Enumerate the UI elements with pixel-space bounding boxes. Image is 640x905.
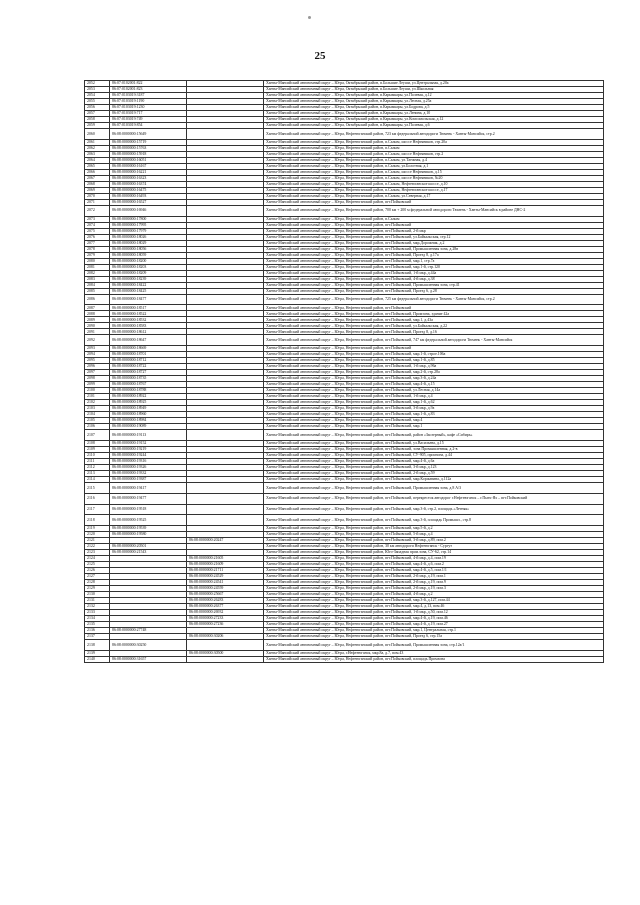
row-number: 2100 [85, 388, 110, 394]
cadastral-number-primary: 86:08:0000000:18669 [110, 346, 187, 352]
cadastral-number-secondary [187, 335, 264, 346]
row-number: 2108 [85, 440, 110, 446]
row-number: 2124 [85, 556, 110, 562]
cadastral-number-primary: 86:08:0000000:16475 [110, 187, 187, 193]
cadastral-number-primary: 86:08:0000000:18056 [110, 246, 187, 252]
row-number: 2060 [85, 129, 110, 140]
cadastral-number-primary: 86:08:0000000:19518 [110, 504, 187, 515]
address-cell: Ханты-Мансийский автономный округ – Югра, Нефтеюганский район, пгт.Пойковский, мкр.1-й, д.62 [264, 400, 604, 406]
table-row [85, 294, 604, 305]
address-cell: Ханты-Мансийский автономный округ – Югра, Октябрьский район, п.Карымкары, ул.Комсомольская, д.12 [264, 117, 604, 123]
cadastral-number-secondary: 86:08:0000000:21605 [187, 556, 264, 562]
cadastral-number-primary: 86:08:0000000:15763 [110, 145, 187, 151]
table-row [85, 493, 604, 504]
row-number: 2126 [85, 568, 110, 574]
cadastral-number-secondary: 86:08:0000000:30500 [187, 650, 264, 656]
row-number: 2117 [85, 504, 110, 515]
row-number: 2061 [85, 139, 110, 145]
row-number: 2125 [85, 562, 110, 568]
cadastral-number-primary: 86:08:0000000:16493 [110, 193, 187, 199]
cadastral-number-secondary: 86:08:0000000:20247 [187, 538, 264, 544]
cadastral-number-primary: 86:08:0000000:18422 [110, 282, 187, 288]
cadastral-number-primary: 86:08:0000000:19316 [110, 458, 187, 464]
address-cell: Ханты-Мансийский автономный округ – Югра, Октябрьский район, п.Карымкары, ул.Лесная, д.25а [264, 99, 604, 105]
address-cell: Ханты-Мансийский автономный округ – Югра, Нефтеюганский район, пгт.Пойковский, мкр.3-й, д.24а [264, 376, 604, 382]
row-number: 2063 [85, 151, 110, 157]
cadastral-number-secondary: 86:08:0000000:26932 [187, 610, 264, 616]
cadastral-number-primary: 86:08:0000000:18209 [110, 270, 187, 276]
table-row [85, 515, 604, 526]
address-cell: Ханты-Мансийский автономный округ – Югра, Нефтеюганский район, пгт.Пойковский, мкр.1-й, д.83 [264, 412, 604, 418]
cadastral-number-primary: 86:08:0000000:18522 [110, 311, 187, 317]
address-cell: Ханты-Мансийский автономный округ – Югра, Октябрьский район, п.Карымкары, ул.Полевая, д.12 [264, 93, 604, 99]
row-number: 2092 [85, 335, 110, 346]
cadastral-number-primary: 86:08:0000000:16527 [110, 199, 187, 205]
row-number: 2120 [85, 532, 110, 538]
cadastral-number-primary: 86:08:0000000:19539 [110, 526, 187, 532]
cadastral-number-primary: 86:08:0000000:16946 [110, 205, 187, 216]
address-cell: Ханты-Мансийский автономный округ – Югра, Нефтеюганский район, пгт.Пойковский, мкр.1 [264, 424, 604, 430]
cadastral-number-primary: 86:08:0000000:18949 [110, 406, 187, 412]
address-cell: Ханты-Мансийский автономный округ – Югра, Нефтеюганский район, пгт.Пойковский, мкр.1-й, д.85 [264, 358, 604, 364]
address-cell: Ханты-Мансийский автономный округ – Югра, Нефтеюганский район, пгт.Пойковский, Проезд 8, д.17а [264, 252, 604, 258]
address-cell: Ханты-Мансийский автономный округ – Югра, Нефтеюганский район, пгт.Пойковский, ул.Лесная, д.14а [264, 388, 604, 394]
address-cell: Ханты-Мансийский автономный округ – Югра, Октябрьский район, п.Карымкары, ул.Полевая, д.6 [264, 123, 604, 129]
row-number: 2129 [85, 586, 110, 592]
address-cell: Ханты-Мансийский автономный округ – Югра, Нефтеюганский район, пгт.Пойковский, мкр.1, д.43а [264, 317, 604, 323]
row-number: 2056 [85, 105, 110, 111]
address-cell: Ханты-Мансийский автономный округ – Югра, Нефтеюганский район, п.Салым, Нефтеюганское шоссе, д.17 [264, 187, 604, 193]
address-cell: Ханты-Мансийский автономный округ – Югра, Нефтеюганский район, п.Салым [264, 216, 604, 222]
cadastral-number-primary: 86:07:0103019:717 [110, 111, 187, 117]
cadastral-number-secondary: 86:08:0000000:21711 [187, 568, 264, 574]
address-cell: Ханты-Мансийский автономный округ – Югра, Нефтеюганский район, пгт.Пойковский, СУ-905, промзона, д.44 [264, 452, 604, 458]
address-cell: Ханты-Мансийский автономный округ – Югра, Нефтеюганский район, пгт.Пойковский, мкр.Коржавина, д.112а [264, 476, 604, 482]
cadastral-number-secondary: 86:08:0000000:26377 [187, 604, 264, 610]
row-number: 2079 [85, 252, 110, 258]
row-number: 2112 [85, 464, 110, 470]
table-row [85, 656, 604, 662]
row-number: 2059 [85, 123, 110, 129]
cadastral-number-primary: 86:08:0000000:18922 [110, 394, 187, 400]
cadastral-number-primary: 86:08:0000000:18767 [110, 382, 187, 388]
cadastral-number-primary: 86:08:0000000:16051 [110, 157, 187, 163]
cadastral-number-secondary [187, 504, 264, 515]
cadastral-number-primary: 86:07:0102001:823 [110, 87, 187, 93]
row-number: 2110 [85, 452, 110, 458]
address-cell: Ханты-Мансийский автономный округ – Югра, Нефтеюганский район, пгт.Пойковский, 2-й мкр, д.19, пом.9 [264, 580, 604, 586]
row-number: 2074 [85, 222, 110, 228]
row-number: 2078 [85, 246, 110, 252]
address-cell: Ханты-Мансийский автономный округ – Югра, Нефтеюганский район, пгт.Пойковский, 1-й мкр, д.96а [264, 364, 604, 370]
address-cell: Ханты-Мансийский автономный округ – Югра, Нефтеюганский район, пгт.Пойковский, зона Промышленная, д.2-в [264, 446, 604, 452]
row-number: 2122 [85, 544, 110, 550]
row-number: 2089 [85, 317, 110, 323]
cadastral-number-primary: 86:08:0000000:18532 [110, 317, 187, 323]
row-number: 2064 [85, 157, 110, 163]
cadastral-number-primary: 86:08:0000000:16374 [110, 181, 187, 187]
cadastral-number-primary: 86:08:0000000:16221 [110, 169, 187, 175]
cadastral-number-primary: 86:08:0000000:19387 [110, 476, 187, 482]
address-cell: Ханты-Мансийский автономный округ – Югра, Нефтеюганский район, пгт.Пойковский [264, 346, 604, 352]
row-number: 2136 [85, 628, 110, 634]
address-cell: Ханты-Мансийский автономный округ – Югра, Нефтеюганский район, пгт.Пойковский, Промышленная зона, д.28в [264, 246, 604, 252]
cadastral-number-primary: 86:08:0000000:18712 [110, 358, 187, 364]
address-cell: Ханты-Мансийский автономный округ – Югра, Нефтеюганский район, пгт.Пойковский, мкр.2-й, стр.28а [264, 370, 604, 376]
row-number: 2071 [85, 199, 110, 205]
row-number: 2101 [85, 394, 110, 400]
address-cell: Ханты-Мансийский автономный округ – Югра, Нефтеюганский район, пгт.Пойковский, 1-й мкр, д.4 [264, 394, 604, 400]
cadastral-number-primary: 86:08:0000000:21543 [110, 550, 187, 556]
address-cell: Ханты-Мансийский автономный округ – Югра, Нефтеюганский район, пгт.Пойковский, мкр.Дорожник, д.2 [264, 240, 604, 246]
cadastral-number-primary: 86:08:0000000:19326 [110, 464, 187, 470]
row-number: 2068 [85, 181, 110, 187]
row-number: 2119 [85, 526, 110, 532]
row-number: 2128 [85, 580, 110, 586]
row-number: 2080 [85, 258, 110, 264]
cadastral-number-primary: 86:07:0102001:822 [110, 81, 187, 87]
address-cell: Ханты-Мансийский автономный округ – Югра, Нефтеюганский район, 723 км федеральной автодороги Тюмень - Ханты-Мансийск, стр.2 [264, 129, 604, 140]
cadastral-number-primary: 86:08:0000000:18735 [110, 376, 187, 382]
row-number: 2083 [85, 276, 110, 282]
row-number: 2058 [85, 117, 110, 123]
row-number: 2111 [85, 458, 110, 464]
cadastral-number-primary: 86:08:0000000:18026 [110, 234, 187, 240]
cadastral-number-primary: 86:08:0000000:19152 [110, 440, 187, 446]
address-cell: Ханты-Мансийский автономный округ – Югра, Нефтеюганский район, п.Салым, шоссе Нефтяников, стр.20а [264, 139, 604, 145]
cadastral-number-primary: 86:08:0000000:19417 [110, 482, 187, 493]
registry-table-body [85, 81, 604, 663]
cadastral-number-primary: 86:08:0000000:18583 [110, 323, 187, 329]
cadastral-number-secondary [187, 482, 264, 493]
address-cell: Ханты-Мансийский автономный округ – Югра, Нефтеюганский район, пгт.Пойковский, мкр.1-й, строе.106а [264, 352, 604, 358]
row-number: 2130 [85, 592, 110, 598]
cadastral-number-secondary [187, 205, 264, 216]
row-number: 2107 [85, 430, 110, 441]
cadastral-number-primary: 86:08:0000000:18727 [110, 370, 187, 376]
address-cell: Ханты-Мансийский автономный округ – Югра, Нефтеюганский район, пгт.Пойковский, площадь Промзона [264, 656, 604, 662]
row-number: 2131 [85, 598, 110, 604]
address-cell: Ханты-Мансийский автономный округ – Югра, Нефтеюганский район, пгт.Пойковский, мкр.4 [264, 418, 604, 424]
row-number: 2090 [85, 323, 110, 329]
row-number: 2099 [85, 382, 110, 388]
row-number: 2109 [85, 446, 110, 452]
cadastral-number-primary: 86:08:0000000:19477 [110, 493, 187, 504]
row-number: 2087 [85, 305, 110, 311]
address-cell: Ханты-Мансийский автономный округ – Югра, Нефтеюганский район, пгт.Пойковский [264, 222, 604, 228]
address-cell: Ханты-Мансийский автономный округ – Югра, Нефтеюганский район, пгт.Пойковский, перекресток автодорог г.Нефтеюганск – г.Пыть-Ях – пгт.Пойковский [264, 493, 604, 504]
cadastral-number-secondary [187, 294, 264, 305]
address-cell: Ханты-Мансийский автономный округ – Югра, Нефтеюганский район, пгт.Пойковский, мкр.1-й, стр.120 [264, 264, 604, 270]
row-number: 2066 [85, 169, 110, 175]
row-number: 2139 [85, 650, 110, 656]
cadastral-number-primary: 86:08:0000000:19332 [110, 470, 187, 476]
cadastral-number-primary: 86:08:0000000:18960 [110, 412, 187, 418]
cadastral-number-secondary: 86:08:0000000:27233 [187, 616, 264, 622]
row-number: 2095 [85, 358, 110, 364]
address-cell: Ханты-Мансийский автономный округ – Югра, Нефтеюганский район, Юго-Западная пром.зона, СУ-62, стр.14 [264, 550, 604, 556]
address-cell: Ханты-Мансийский автономный округ – Югра, Нефтеюганский район, пгт.Пойковский, Проезд 6, д.28 [264, 288, 604, 294]
row-number: 2127 [85, 574, 110, 580]
cadastral-number-secondary: 86:08:0000000:24559 [187, 586, 264, 592]
cadastral-number-secondary [187, 129, 264, 140]
row-number: 2086 [85, 294, 110, 305]
row-number: 2133 [85, 610, 110, 616]
cadastral-number-primary: 86:08:0000000:18647 [110, 335, 187, 346]
cadastral-number-primary: 86:08:0000000:27748 [110, 628, 187, 634]
row-number: 2096 [85, 364, 110, 370]
cadastral-number-primary: 86:08:0000000:17995 [110, 222, 187, 228]
row-number: 2102 [85, 400, 110, 406]
cadastral-number-primary: 86:08:0000000:20501 [110, 544, 187, 550]
cadastral-number-primary: 86:08:0000000:19089 [110, 424, 187, 430]
cadastral-number-primary: 86:08:0000000:19244 [110, 452, 187, 458]
address-cell: Ханты-Мансийский автономный округ – Югра, Нефтеюганский район, пгт.Пойковский, 4-й мкр, д.38 [264, 276, 604, 282]
cadastral-number-primary: 86:07:0103019:1230 [110, 105, 187, 111]
address-cell: Ханты-Мансийский автономный округ – Югра, Октябрьский район, п.Большие Леуши, ул.Центральная, д.20а [264, 81, 604, 87]
cadastral-number-secondary: 86:08:0000000:27236 [187, 622, 264, 628]
cadastral-number-secondary [187, 640, 264, 651]
address-cell: Ханты-Мансийский автономный округ – Югра, Нефтеюганский район, пгт.Пойковский, мкр.1, Центральная, стр.1 [264, 628, 604, 634]
address-cell: Ханты-Мансийский автономный округ – Югра, Нефтеюганский район, пгт.Пойковский, мкр.3-й, стр.2, площадь «Летняя» [264, 504, 604, 515]
row-number: 2062 [85, 145, 110, 151]
address-cell: Ханты-Мансийский автономный округ – Югра, Нефтеюганский район, пгт.Пойковский, Промышленная зона, стр.41 [264, 282, 604, 288]
address-cell: Ханты-Мансийский автономный округ – Югра, Нефтеюганский район, пгт.Пойковский, ул.Байкальская, д.22 [264, 323, 604, 329]
cadastral-number-primary: 86:08:0000000:18203 [110, 264, 187, 270]
address-cell: Ханты-Мансийский автономный округ – Югра, Нефтеюганский район, п.Салым [264, 145, 604, 151]
row-number: 2067 [85, 175, 110, 181]
row-number: 2054 [85, 93, 110, 99]
row-number: 2077 [85, 240, 110, 246]
address-cell: Ханты-Мансийский автономный округ – Югра, Нефтеюганский район, пгт.Пойковский, 747 км федеральной автодороги Тюмень - Ханты-Мансийск [264, 335, 604, 346]
address-cell: Ханты-Мансийский автономный округ – Югра, Нефтеюганский район, пгт.Пойковский, 3-й мкр, д.9а [264, 406, 604, 412]
row-number: 2140 [85, 656, 110, 662]
row-number: 2072 [85, 205, 110, 216]
row-number: 2114 [85, 476, 110, 482]
address-cell: Ханты-Мансийский автономный округ – Югра, Нефтеюганский район, пгт.Пойковский, 2-й мкр [264, 228, 604, 234]
row-number: 2075 [85, 228, 110, 234]
address-cell: Ханты-Мансийский автономный округ – Югра, Нефтеюганский район, пгт.Пойковский, 2-й мкр, д.59 [264, 470, 604, 476]
row-number: 2065 [85, 163, 110, 169]
table-row [85, 129, 604, 140]
row-number: 2098 [85, 376, 110, 382]
address-cell: Ханты-Мансийский автономный округ – Югра, Нефтеюганский район, пгт.Пойковский, 1-й мкр, д.44а [264, 270, 604, 276]
cadastral-number-primary: 86:08:0000000:15649 [110, 129, 187, 140]
cadastral-number-primary: 86:08:0000000:16323 [110, 175, 187, 181]
table-row [85, 335, 604, 346]
row-number: 2053 [85, 87, 110, 93]
cadastral-number-secondary: 86:08:0000000:24541 [187, 580, 264, 586]
row-number: 2103 [85, 406, 110, 412]
scan-artifact [308, 16, 311, 19]
address-cell: Ханты-Мансийский автономный округ – Югра, Нефтеюганский район, пгт.Пойковский, мкр.4-й, д.6а [264, 458, 604, 464]
cadastral-number-primary: 86:07:0103019:3187 [110, 93, 187, 99]
cadastral-number-primary: 86:08:0000000:18239 [110, 276, 187, 282]
cadastral-number-primary: 86:08:0000000:18925 [110, 400, 187, 406]
table-row [85, 640, 604, 651]
row-number: 2135 [85, 622, 110, 628]
row-number: 2132 [85, 604, 110, 610]
address-cell: Ханты-Мансийский автономный округ – Югра, Октябрьский район, п.Большие Леуши, ул.Школьная [264, 87, 604, 93]
cadastral-number-secondary: 86:08:0000000:25667 [187, 592, 264, 598]
row-number: 2138 [85, 640, 110, 651]
table-row [85, 504, 604, 515]
row-number: 2055 [85, 99, 110, 105]
cadastral-number-primary: 86:08:0000000:19525 [110, 515, 187, 526]
page-number: 25 [314, 50, 326, 62]
cadastral-number-secondary [187, 515, 264, 526]
address-cell: Ханты-Мансийский автономный округ – Югра, Нефтеюганский район, п.Салым, ул.Таежная, д.4 [264, 157, 604, 163]
cadastral-number-primary: 86:08:0000000:15918 [110, 151, 187, 157]
registry-table [84, 80, 604, 663]
cadastral-number-primary: 86:08:0000000:18200 [110, 258, 187, 264]
row-number: 2081 [85, 264, 110, 270]
address-cell: Ханты-Мансийский автономный округ – Югра, Нефтеюганский район, пгт.Пойковский, 5-й мкр, д.4 [264, 532, 604, 538]
address-cell: Ханты-Мансийский автономный округ – Югра, Нефтеюганский район, пгт.Пойковский, 2-й мкр, д.19, пом.1 [264, 574, 604, 580]
address-cell: Ханты-Мансийский автономный округ – Югра, Нефтеюганский район, пгт.Пойковский, район «Заозерный», кафе «Сибирь» [264, 430, 604, 441]
cadastral-number-primary: 86:08:0000000:18788 [110, 388, 187, 394]
cadastral-number-primary: 86:08:0000000:18722 [110, 364, 187, 370]
cadastral-number-secondary: 86:08:0000000:30206 [187, 634, 264, 640]
address-cell: Ханты-Мансийский автономный округ – Югра, Нефтеюганский район, п.Салым, шоссе Нефтяников, д.15 [264, 169, 604, 175]
cadastral-number-primary: 86:08:0000000:17800 [110, 216, 187, 222]
address-cell: Ханты-Мансийский автономный округ – Югра, Нефтеюганский район, пгт.Пойковский, мкр.1, стр.7а [264, 258, 604, 264]
row-number: 2088 [85, 311, 110, 317]
address-cell: Ханты-Мансийский автономный округ – Югра, Нефтеюганский район, пгт.Пойковский, 1-й мкр, д.50, пом.12 [264, 610, 604, 616]
cadastral-number-primary: 86:08:0000000:17979 [110, 228, 187, 234]
address-cell: Ханты-Мансийский автономный округ – Югра, Нефтеюганский район, п.Салым, Нефтеюганское шоссе, д.10 [264, 181, 604, 187]
row-number: 2104 [85, 412, 110, 418]
cadastral-number-primary: 86:08:0000000:18425 [110, 288, 187, 294]
row-number: 2084 [85, 282, 110, 288]
row-number: 2091 [85, 329, 110, 335]
address-cell: Ханты-Мансийский автономный округ – Югра, Нефтеюганский район, п.Салым, ул.Болотная, д.1 [264, 163, 604, 169]
row-number: 2069 [85, 187, 110, 193]
address-cell: Ханты-Мансийский автономный округ – Югра, Нефтеюганский район, пгт.Пойковский, мкр.4-й, д.19, пом.27 [264, 622, 604, 628]
cadastral-number-primary: 86:08:0000000:19219 [110, 446, 187, 452]
address-cell: Ханты-Мансийский автономный округ – Югра, Нефтеюганский район, пгт.Пойковский, 4-й мкр, д.2 [264, 592, 604, 598]
row-number: 2137 [85, 634, 110, 640]
cadastral-number-primary: 86:08:0000000:15719 [110, 139, 187, 145]
row-number: 2121 [85, 538, 110, 544]
cadastral-number-primary: 86:07:0103019:749 [110, 117, 187, 123]
address-cell: Ханты-Мансийский автономный округ – Югра, г.Нефтеюганск, мкр.8а, д.7, пом.43 [264, 650, 604, 656]
address-cell: Ханты-Мансийский автономный округ – Югра, Нефтеюганский район, пгт.Пойковский, Промзона, здание 42а [264, 311, 604, 317]
address-cell: Ханты-Мансийский автономный округ – Югра, Нефтеюганский район, пгт.Пойковский, Промышленная зона, стр.12а/1 [264, 640, 604, 651]
cadastral-number-primary: 86:08:0000000:19113 [110, 430, 187, 441]
address-cell: Ханты-Мансийский автономный округ – Югра, Нефтеюганский район, пгт.Пойковский, 3-й мкр, д.123 [264, 464, 604, 470]
cadastral-number-primary: 86:08:0000000:18612 [110, 329, 187, 335]
address-cell: Ханты-Мансийский автономный округ – Югра, Нефтеюганский район, 725 км федеральной автодороги Тюмень - Ханты-Мансийск, стр.2 [264, 294, 604, 305]
address-cell: Ханты-Мансийский автономный округ – Югра, Нефтеюганский район, пгт.Пойковский, ул.Байкальская, стр.12 [264, 234, 604, 240]
address-cell: Ханты-Мансийский автономный округ – Югра, Нефтеюганский район, п.Салым, шоссе Нефтяников, №20 [264, 175, 604, 181]
row-number: 2057 [85, 111, 110, 117]
address-cell: Ханты-Мансийский автономный округ – Югра, Нефтеюганский район, 700 км + 200 м федеральной автодороги Тюмень - Ханты-Мансийск в районе ДНС-2 [264, 205, 604, 216]
address-cell: Ханты-Мансийский автономный округ – Югра, Нефтеюганский район, пгт.Пойковский, мкр.3-й, д.127, пом.44 [264, 598, 604, 604]
cadastral-number-primary: 86:08:0000000:18984 [110, 418, 187, 424]
address-cell: Ханты-Мансийский автономный округ – Югра, Октябрьский район, п.Карымкары, ул.Бодрова, д.5 [264, 105, 604, 111]
cadastral-number-secondary [187, 430, 264, 441]
cadastral-number-secondary: 86:08:0000000:24529 [187, 574, 264, 580]
table-row [85, 482, 604, 493]
row-number: 2118 [85, 515, 110, 526]
address-cell: Ханты-Мансийский автономный округ – Югра, Нефтеюганский район, пгт.Пойковский, мкр.5-й, д.2 [264, 526, 604, 532]
row-number: 2076 [85, 234, 110, 240]
row-number: 2106 [85, 424, 110, 430]
cadastral-number-primary: 86:08:0000000:31657 [110, 656, 187, 662]
cadastral-number-primary: 86:08:0000000:18029 [110, 240, 187, 246]
cadastral-number-primary: 86:08:0000000:19580 [110, 532, 187, 538]
row-number: 2073 [85, 216, 110, 222]
address-cell: Ханты-Мансийский автономный округ – Югра, Нефтеюганский район, п.Салым, ул.Северная, д.17 [264, 193, 604, 199]
address-cell: Ханты-Мансийский автономный округ – Югра, Нефтеюганский район, 30 км автодороги Нефтеюганск - Сургут [264, 544, 604, 550]
cadastral-number-secondary [187, 493, 264, 504]
address-cell: Ханты-Мансийский автономный округ – Югра, Нефтеюганский район, пгт.Пойковский, 4-й мкр, д.4, пом.19 [264, 556, 604, 562]
cadastral-number-primary: 86:07:0103019:1190 [110, 99, 187, 105]
cadastral-number-secondary: 86:08:0000000:21609 [187, 562, 264, 568]
address-cell: Ханты-Мансийский автономный округ – Югра, Нефтеюганский район, пгт.Пойковский, мкр.4-й, д.5, пом.1/1 [264, 568, 604, 574]
address-cell: Ханты-Мансийский автономный округ – Югра, Нефтеюганский район, пгт.Пойковский, мкр.4-й, д.6, пом.2 [264, 562, 604, 568]
address-cell: Ханты-Мансийский автономный округ – Югра, Нефтеюганский район, пгт.Пойковский, Промышленная зона, д.8 А/3 [264, 482, 604, 493]
row-number: 2116 [85, 493, 110, 504]
address-cell: Ханты-Мансийский автономный округ – Югра, Нефтеюганский район, пгт.Пойковский, 2-й мкр, д.19, пом.3 [264, 586, 604, 592]
address-cell: Ханты-Мансийский автономный округ – Югра, Нефтеюганский район, пгт.Пойковский, мкр.4, д.13, пом.46 [264, 604, 604, 610]
row-number: 2082 [85, 270, 110, 276]
cadastral-number-secondary: 86:08:0000000:26283 [187, 598, 264, 604]
cadastral-number-secondary [187, 656, 264, 662]
address-cell: Ханты-Мансийский автономный округ – Югра, Нефтеюганский район, пгт.Пойковский [264, 199, 604, 205]
table-row [85, 205, 604, 216]
cadastral-number-primary: 86:08:0000000:18059 [110, 252, 187, 258]
row-number: 2093 [85, 346, 110, 352]
row-number: 2115 [85, 482, 110, 493]
row-number: 2052 [85, 81, 110, 87]
row-number: 2123 [85, 550, 110, 556]
cadastral-number-primary: 86:08:0000000:18517 [110, 305, 187, 311]
address-cell: Ханты-Мансийский автономный округ – Югра, Нефтеюганский район, пгт.Пойковский, ул.Васильева, д.15 [264, 440, 604, 446]
row-number: 2070 [85, 193, 110, 199]
cadastral-number-primary: 86:08:0000000:30250 [110, 640, 187, 651]
cadastral-number-primary: 86:07:0103019:854 [110, 123, 187, 129]
address-cell: Ханты-Мансийский автономный округ – Югра, Нефтеюганский район, пгт.Пойковский, Проезд 8, д.16 [264, 329, 604, 335]
address-cell: Ханты-Мансийский автономный округ – Югра, Нефтеюганский район, пгт.Пойковский, мкр.4-й, д.19, пом.46 [264, 616, 604, 622]
row-number: 2105 [85, 418, 110, 424]
address-cell: Ханты-Мансийский автономный округ – Югра, Нефтеюганский район, пгт.Пойковский, мкр.3-й, площадь Промышл., стр.8 [264, 515, 604, 526]
row-number: 2085 [85, 288, 110, 294]
table-row [85, 430, 604, 441]
address-cell: Ханты-Мансийский автономный округ – Югра, Нефтеюганский район, пгт.Пойковский, Проезд 6, стр.15а [264, 634, 604, 640]
address-cell: Ханты-Мансийский автономный округ – Югра, Нефтеюганский район, п.Салым, шоссе Нефтяников, стр.2 [264, 151, 604, 157]
row-number: 2094 [85, 352, 110, 358]
address-cell: Ханты-Мансийский автономный округ – Югра, Октябрьский район, п.Карымкары, ул.Ленина, д.10 [264, 111, 604, 117]
cadastral-number-primary: 86:08:0000000:18477 [110, 294, 187, 305]
row-number: 2113 [85, 470, 110, 476]
row-number: 2097 [85, 370, 110, 376]
cadastral-number-primary: 86:08:0000000:16167 [110, 163, 187, 169]
address-cell: Ханты-Мансийский автономный округ – Югра, Нефтеюганский район, пгт.Пойковский, 3-й мкр, д.89, пом.2 [264, 538, 604, 544]
row-number: 2134 [85, 616, 110, 622]
address-cell: Ханты-Мансийский автономный округ – Югра, Нефтеюганский район, пгт.Пойковский [264, 305, 604, 311]
address-cell: Ханты-Мансийский автономный округ – Югра, Нефтеюганский район, пгт.Пойковский, мкр.4-й, д.15 [264, 382, 604, 388]
cadastral-number-primary: 86:08:0000000:18701 [110, 352, 187, 358]
